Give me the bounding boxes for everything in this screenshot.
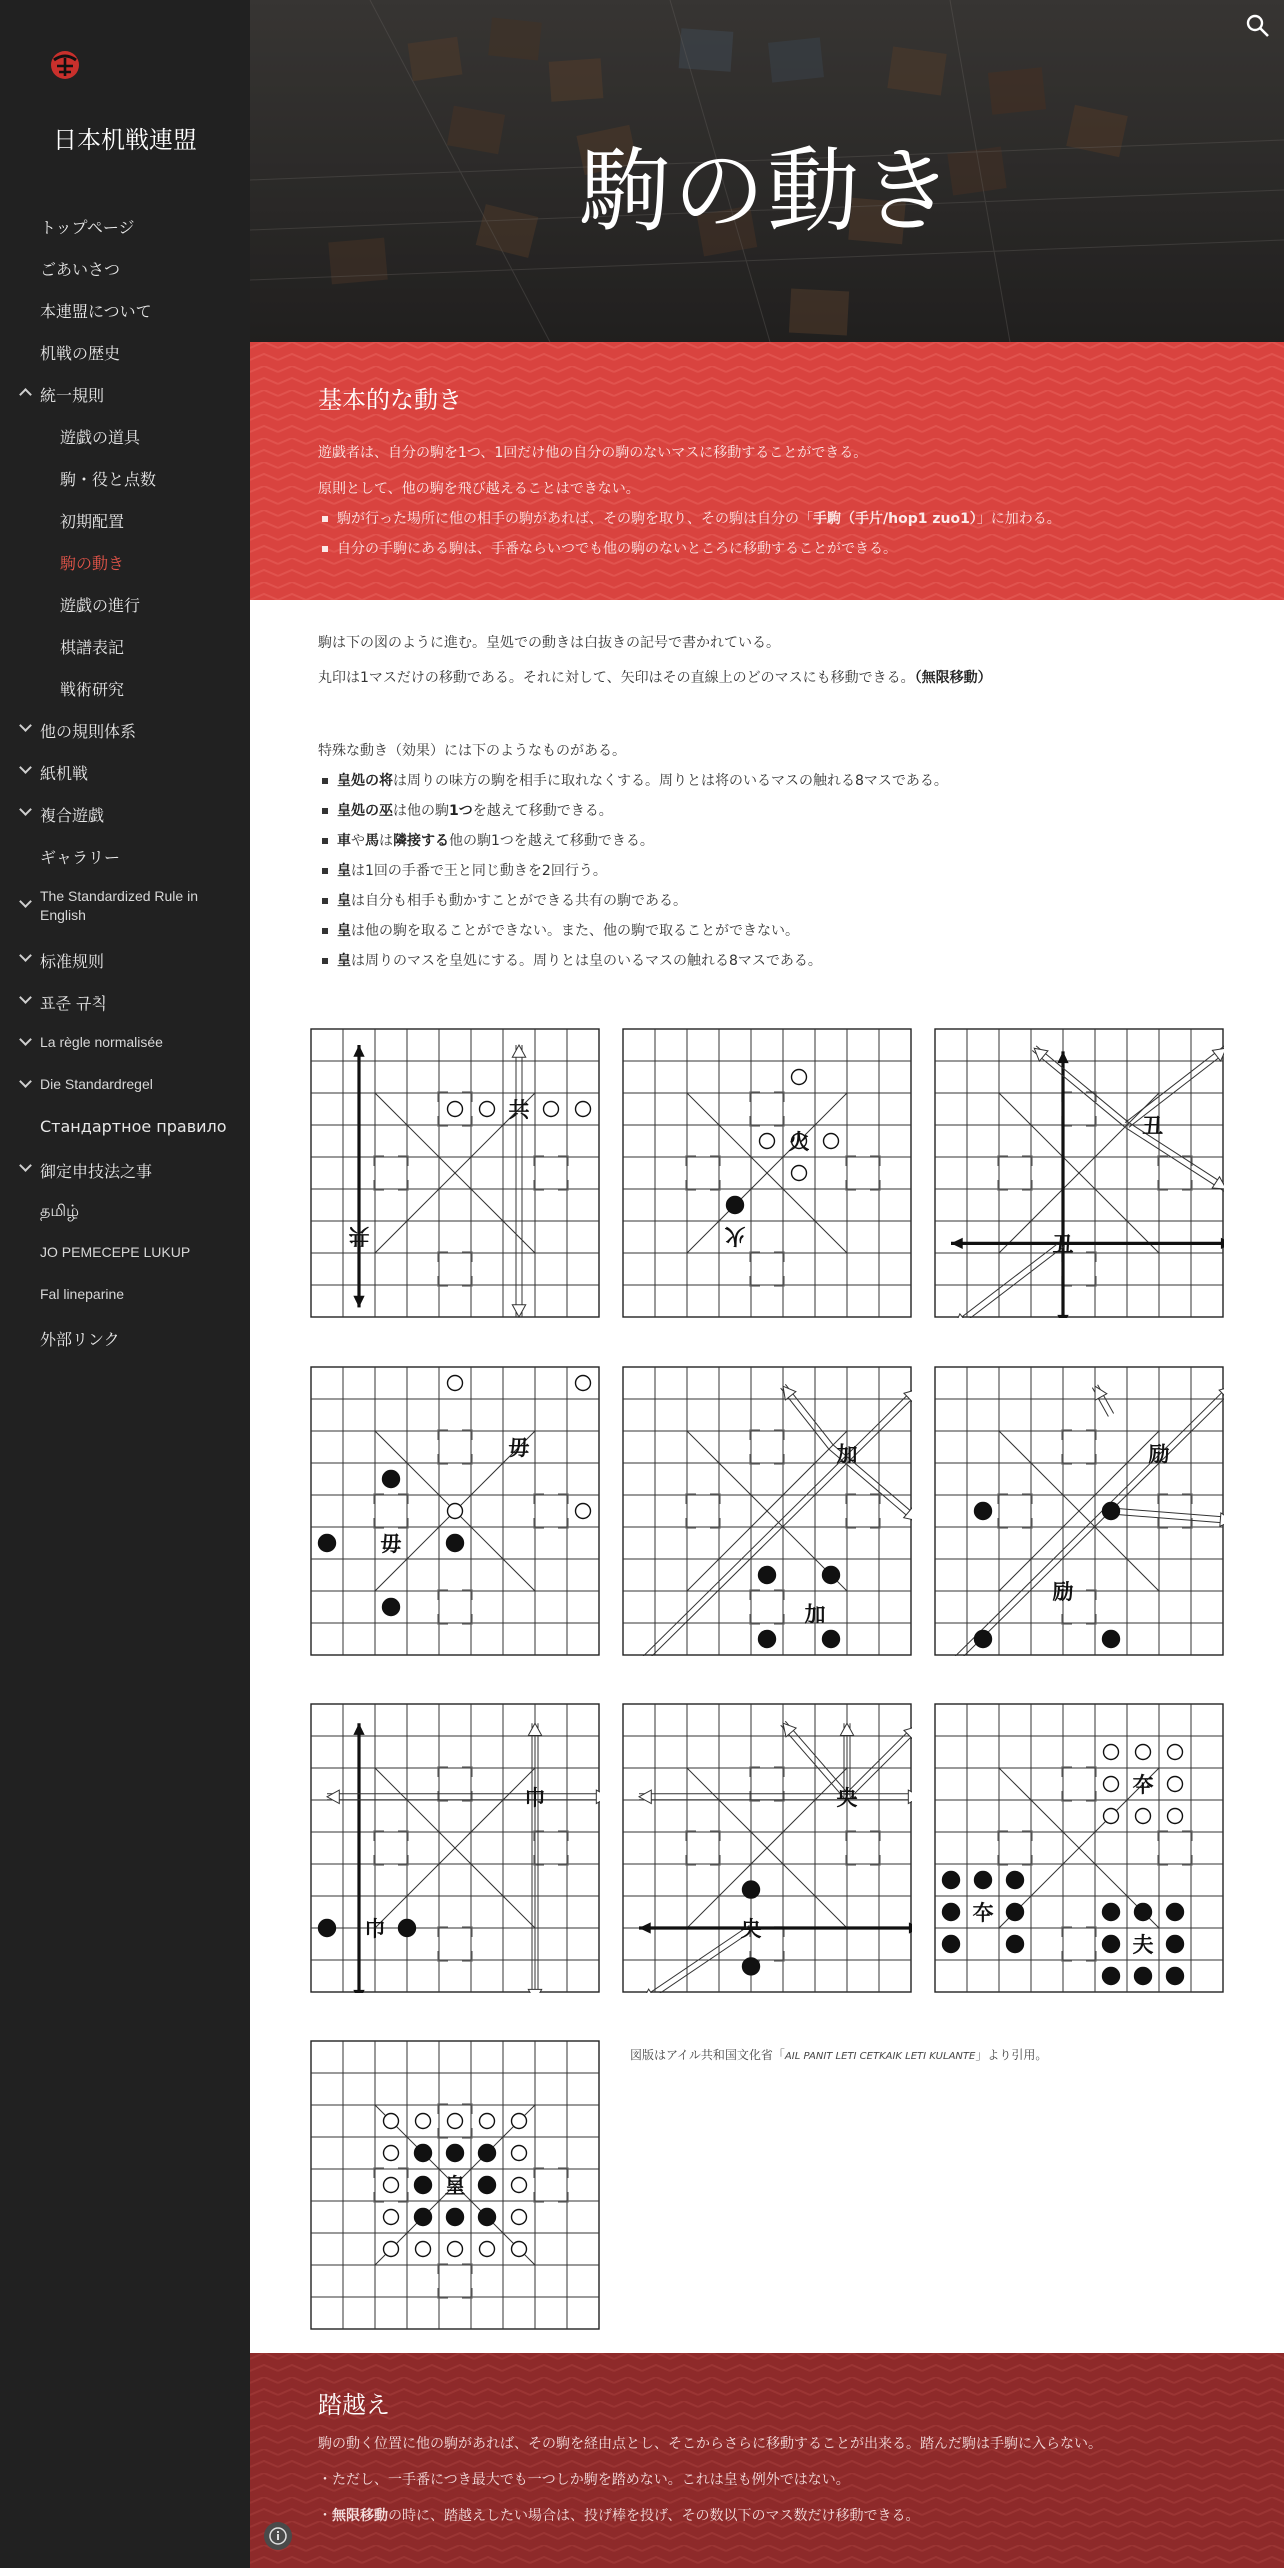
sidebar-item-label: La règle normalisée [40,1034,163,1050]
list-item [322,950,822,970]
intro-bold: （無限移動） [914,670,992,686]
list-item-bold: 手駒（手片/hop1 zuo1） [813,511,977,527]
list-item-text: は周りのマスを皇処にする。周りとは皇のいるマスの触れる8マスである。 [351,953,822,969]
bullet-icon [322,958,328,964]
move-dot-filled [383,1599,400,1616]
jump-paragraph [318,2505,919,2525]
move-dot-filled [759,1567,776,1584]
sidebar-item-label: ごあいさつ [40,260,121,279]
piece-glyph: 夫 [1132,1932,1154,1957]
move-dot-filled [1103,1968,1120,1985]
sidebar-item-label: 遊戯の進行 [60,596,141,615]
jump-text: ・ [318,2508,332,2524]
move-dot-filled [447,1535,464,1552]
list-item [322,830,654,850]
piece-glyph: 巾 [364,1916,386,1941]
piece-glyph: 巾 [524,1784,546,1810]
move-dot-filled [1135,1968,1152,1985]
bullet-icon [322,516,328,522]
credit-source: AIL PANIT LETI CETKAIK LETI KULANTE [784,2051,976,2062]
board-grid [935,1029,1223,1317]
move-dot-filled [1007,1872,1024,1889]
move-dot-filled [479,2209,496,2226]
move-dot-open [384,2178,399,2193]
sidebar-item-label: JO PEMECEPE LUKUP [40,1244,191,1260]
chevron-down-icon[interactable] [19,1075,32,1088]
piece-glyph: 央 [836,1784,858,1810]
list-item-text: を越えて移動できる。 [472,803,613,819]
bullet-icon [322,898,328,904]
move-dot-filled [1167,1936,1184,1953]
intro-paragraph: 駒は下の図のように進む。皇処での動きは白抜きの記号で書かれている。 [318,635,780,651]
basic-paragraph: 原則として、他の駒を飛び越えることはできない。 [318,481,640,497]
piece-glyph: 共 [348,1224,370,1249]
chevron-down-icon[interactable] [19,761,32,774]
bullet-icon [322,546,328,552]
piece-glyph: 丑 [1052,1231,1074,1257]
kanji-crest-logo[interactable] [48,48,82,82]
move-dot-open [1168,1777,1183,1792]
list-item [322,538,897,558]
image-credit [630,2046,1047,2063]
sidebar-item-label: 표준 규칙 [40,994,107,1013]
list-item-bold: 馬 [365,833,379,849]
move-dot-filled [1103,1936,1120,1953]
page-title: 駒の動き [578,138,955,245]
bullet-icon [322,808,328,814]
piece-glyph: 火 [724,1224,746,1249]
chevron-down-icon[interactable] [19,719,32,732]
list-item-text: は1回の手番で王と同じ動きを2回行う。 [351,863,607,879]
list-item-text: は他の駒 [393,803,449,819]
piece-glyph: 火 [788,1129,810,1154]
list-item [322,770,948,790]
piece-glyph: 毋 [508,1435,530,1460]
intro-text: 丸印は1マスだけの移動である。それに対して、矢印はその直線上のどのマスにも移動できる。 [318,670,915,686]
piece-glyph: 加 [804,1601,826,1627]
sidebar-item-label: 标准规则 [40,952,105,971]
move-dot-filled [1007,1936,1024,1953]
move-dot-open [760,1134,775,1149]
sidebar-item-label: 駒・役と点数 [60,470,157,489]
movement-diagram [934,1366,1224,1656]
piece-glyph: 央 [740,1916,762,1941]
board-grid [623,1704,911,1992]
piece-glyph: 丑 [1142,1113,1164,1138]
movement-diagram [622,1366,912,1656]
move-dot-filled [823,1631,840,1648]
sidebar-item-label: Стандартное правило [40,1117,227,1136]
move-dot-open [448,2114,463,2129]
move-dot-open [512,2178,527,2193]
list-item-bold: 皇処の将 [337,773,393,789]
move-dot-open [448,1504,463,1519]
sidebar-item-label: 机戦の歴史 [40,344,121,363]
sidebar-item-label: 戦術研究 [60,680,125,699]
jump-paragraph: ・ただし、一手番につき最大でも一つしか駒を踏めない。これは皇も例外ではない。 [318,2472,850,2488]
board-grid [623,1029,911,1317]
chevron-down-icon[interactable] [19,1033,32,1046]
list-item [322,920,799,940]
move-dot-filled [759,1631,776,1648]
piece-glyph: 夲 [1132,1772,1154,1797]
chevron-up-icon[interactable] [19,388,32,401]
move-dot-filled [479,2177,496,2194]
move-dot-filled [975,1872,992,1889]
move-dot-open [824,1134,839,1149]
move-dot-open [1104,1745,1119,1760]
move-dot-open [384,2146,399,2161]
movement-diagram [310,2040,600,2330]
list-item-bold: 1つ [449,803,473,819]
move-dot-open [480,1102,495,1117]
sidebar-item-label: The Standardized Rule in English [40,888,198,923]
movement-diagram [310,1703,600,1993]
move-dot-open [480,2114,495,2129]
bullet-icon [322,838,328,844]
credit-text: 」より引用。 [975,2048,1048,2062]
move-dot-open [512,2146,527,2161]
move-dot-filled [319,1535,336,1552]
jump-paragraph: 駒の動く位置に他の駒があれば、その駒を経由点とし、そこからさらに移動することが出来る。踏んだ駒は手駒に入らない。 [318,2436,1102,2452]
move-dot-open [512,2242,527,2257]
move-dot-open [448,1102,463,1117]
basic-movement-section [250,342,1284,600]
sidebar-item-label: 駒の動き [60,554,125,573]
movement-diagram [934,1028,1224,1318]
move-dot-filled [943,1872,960,1889]
move-dot-open [1168,1809,1183,1824]
move-dot-filled [415,2145,432,2162]
sidebar [0,0,250,2568]
board-grid [623,1367,911,1655]
info-icon[interactable] [264,2522,292,2550]
sidebar-item-label: 外部リンク [40,1330,120,1349]
move-dot-open [512,2114,527,2129]
move-dot-open [480,2242,495,2257]
list-item-text: 他の駒1つを越えて移動できる。 [449,833,654,849]
list-item-text: は自分も相手も動かすことができる共有の駒である。 [351,893,687,909]
list-item-bold: 皇 [337,953,351,969]
movement-diagram [310,1028,600,1318]
move-dot-filled [743,1958,760,1975]
move-dot-open [1136,1745,1151,1760]
move-dot-open [1136,1809,1151,1824]
move-dot-open [544,1102,559,1117]
move-dot-filled [943,1904,960,1921]
list-item-bold: 隣接する [393,833,449,849]
piece-glyph: 加 [836,1441,858,1467]
sidebar-item-label: தமிழ் [40,1201,80,1220]
site-title[interactable]: 日本机戦連盟 [53,126,197,154]
sidebar-item-label: 御定申技法之事 [40,1162,153,1181]
list-item-bold: 皇処の巫 [337,803,393,819]
move-dot-filled [823,1567,840,1584]
move-dot-filled [943,1936,960,1953]
movement-diagram [934,1703,1224,1993]
sidebar-item-label: ギャラリー [40,848,121,867]
sidebar-item-label: Fal lineparine [40,1286,125,1302]
list-item-bold: 皇 [337,893,351,909]
move-dot-filled [743,1881,760,1898]
sidebar-item-label: 棋譜表記 [60,638,125,657]
list-item [322,800,613,820]
board-grid [311,1704,599,1992]
move-dot-filled [1103,1904,1120,1921]
move-dot-open [576,1504,591,1519]
list-item-bold: 皇 [337,923,351,939]
move-dot-open [1168,1745,1183,1760]
move-dot-filled [975,1503,992,1520]
piece-glyph: 共 [508,1097,530,1122]
basic-paragraph: 遊戯者は、自分の駒を1つ、1回だけ他の自分の駒のないマスに移動することができる。 [318,445,868,461]
move-dot-filled [415,2209,432,2226]
movement-diagram [622,1028,912,1318]
sidebar-item-label: 統一規則 [40,386,105,405]
move-dot-filled [447,2209,464,2226]
move-dot-filled [447,2145,464,2162]
list-item-text: 自分の手駒にある駒は、手番ならいつでも他の駒のないところに移動することができる。 [337,541,897,557]
chevron-pattern-background [250,2353,1284,2568]
move-dot-filled [1103,1503,1120,1520]
move-dot-open [576,1376,591,1391]
list-item-text: や [351,833,365,849]
piece-glyph: 毋 [380,1531,402,1556]
special-lead: 特殊な動き（効果）には下のようなものがある。 [318,743,626,759]
section-heading: 踏越え [318,2391,390,2419]
sidebar-item-label: 複合遊戯 [40,806,105,825]
move-dot-filled [727,1197,744,1214]
credit-text: 図版はアイル共和国文化省「 [630,2048,785,2062]
chevron-down-icon[interactable] [19,803,32,816]
list-item-bold: 車 [337,833,351,849]
page-header [250,0,1284,342]
move-dot-open [512,2210,527,2225]
chevron-down-icon[interactable] [19,1159,32,1172]
piece-glyph: 夲 [972,1900,994,1925]
move-dot-filled [1007,1904,1024,1921]
chevron-down-icon[interactable] [19,895,32,908]
move-dot-open [792,1166,807,1181]
move-dot-open [384,2210,399,2225]
piece-glyph: 励 [1052,1579,1074,1604]
movement-diagram [622,1703,912,1993]
move-dot-open [416,2242,431,2257]
sidebar-item-label: 初期配置 [60,512,125,531]
jump-section [250,2353,1284,2568]
piece-glyph: 皇 [444,2173,466,2198]
jump-bold: 無限移動 [332,2508,388,2524]
list-item-text: は他の駒を取ることができない。また、他の駒で取ることができない。 [351,923,799,939]
sidebar-item-label: 本連盟について [40,302,152,321]
move-dot-open [448,1376,463,1391]
list-item-text: は周りの味方の駒を相手に取れなくする。周りとは将のいるマスの触れる8マスである。 [393,773,948,789]
board-grid [311,1029,599,1317]
search-icon[interactable] [1244,12,1272,40]
sidebar-item-label: トップページ [40,218,135,237]
chevron-down-icon[interactable] [19,991,32,1004]
move-dot-open [1104,1809,1119,1824]
move-dot-filled [1135,1904,1152,1921]
sidebar-item-label: 遊戯の道具 [60,428,141,447]
sidebar-item-label: Die Standardregel [40,1076,153,1092]
move-dot-filled [1167,1904,1184,1921]
piece-glyph: 励 [1148,1441,1170,1467]
list-item-text: は [379,833,393,849]
move-dot-filled [1103,1631,1120,1648]
move-dot-filled [1167,1968,1184,1985]
move-dot-filled [319,1920,336,1937]
list-item-text: 駒が行った場所に他の相手の駒があれば、その駒を取り、その駒は自分の「 [337,511,813,527]
sidebar-item-label: 紙机戦 [40,764,89,783]
move-dot-open [576,1102,591,1117]
bullet-icon [322,868,328,874]
intro-paragraph [318,667,992,687]
jump-text: の時に、踏越えしたい場合は、投げ棒を投げ、その数以下のマス数だけ移動できる。 [388,2508,920,2524]
move-dot-open [448,2242,463,2257]
move-dot-open [1104,1777,1119,1792]
list-item [322,860,607,880]
section-heading: 基本的な動き [318,386,462,414]
move-dot-filled [479,2145,496,2162]
list-item [322,508,1061,528]
move-dot-open [792,1070,807,1085]
move-dot-open [384,2114,399,2129]
bullet-icon [322,778,328,784]
move-dot-filled [383,1471,400,1488]
list-item-text: 」に加わる。 [976,511,1061,527]
bullet-icon [322,928,328,934]
movement-diagram [310,1366,600,1656]
list-item [322,890,687,910]
sidebar-item-label: 他の規則体系 [40,722,137,741]
chevron-down-icon[interactable] [19,949,32,962]
move-dot-open [416,2114,431,2129]
move-dot-filled [415,2177,432,2194]
move-dot-open [384,2242,399,2257]
move-dot-filled [399,1920,416,1937]
move-dot-filled [975,1631,992,1648]
list-item-bold: 皇 [337,863,351,879]
